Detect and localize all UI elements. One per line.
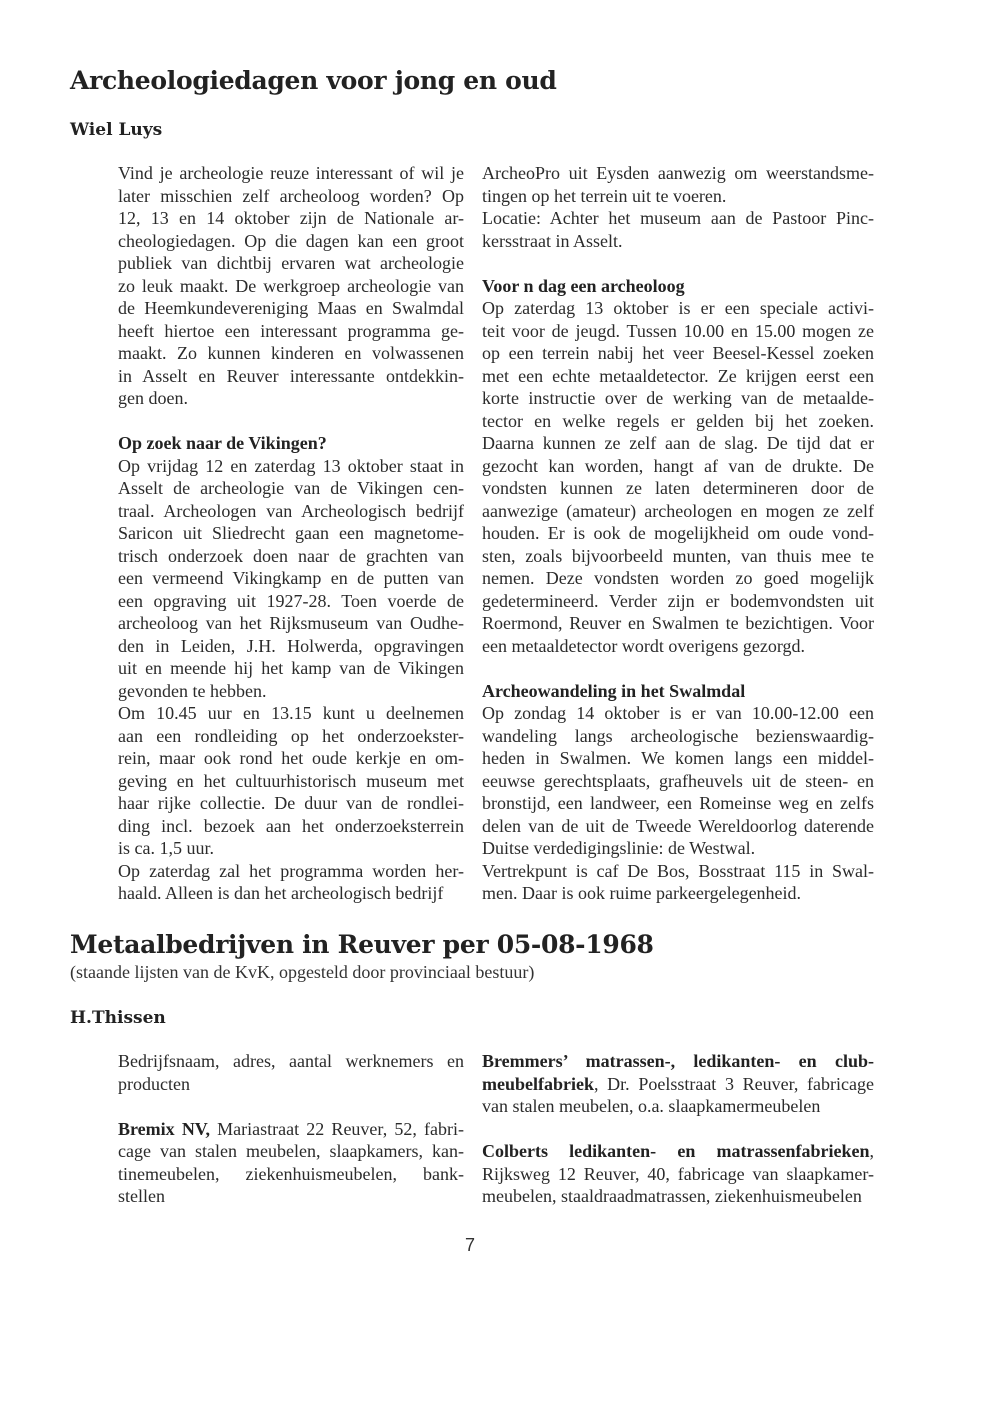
section-heading: Archeowandeling in het Swalmdal bbox=[482, 680, 746, 701]
paragraph-line: op een terrein nabij het veer Beesel-Kessel zoeken bbox=[482, 343, 874, 363]
article-author: H.Thissen bbox=[70, 1008, 166, 1028]
paragraph-line: aanwezige (amateur) archeologen en mogen ze zelf bbox=[482, 500, 874, 521]
paragraph-line: Roermond, Reuver en Swalmen te bezichtigen. Voor bbox=[482, 613, 874, 633]
article-author: Wiel Luys bbox=[70, 120, 163, 140]
paragraph-line: nemen. Deze vondsten worden zo goed mogelijk bbox=[482, 568, 874, 588]
company-list-left bbox=[118, 1050, 464, 1208]
paragraph-line: uit en meende hij het kamp van de Vikingen bbox=[118, 658, 464, 678]
article-subtitle: (staande lijsten van de KvK, opgesteld door provinciaal bestuur) bbox=[70, 962, 535, 982]
paragraph-line: gezocht kan worden, hangt af van de drukte. De bbox=[482, 455, 874, 476]
paragraph-line: kersstraat in Asselt. bbox=[482, 230, 623, 251]
paragraph-line: gevonden te hebben. bbox=[118, 680, 267, 701]
company-entry-line: cage van stalen meubelen, slaapkamers, kan- bbox=[118, 1141, 464, 1161]
company-details: , Dr. Poelsstraat 3 Reuver, fabricage bbox=[594, 1073, 874, 1094]
paragraph-line: bronstijd, een landweer, een Romeinse weg en zelfs bbox=[482, 793, 874, 813]
paragraph-line: trisch onderzoek doen naar de grachten van bbox=[118, 545, 464, 566]
paragraph-line: den in Leiden, J.H. Holwerda, opgravingen bbox=[118, 635, 464, 656]
paragraph-line: Vertrekpunt is caf De Bos, Bosstraat 115 in Swal- bbox=[482, 860, 874, 881]
paragraph-line: met een echte metaaldetector. Ze krijgen eerst een bbox=[482, 365, 874, 386]
paragraph-line: traal. Archeologen van Archeologisch bedrijf bbox=[118, 500, 464, 521]
article-left-column bbox=[118, 162, 464, 905]
paragraph-line: rein, maar ook rond het oude kerkje en om- bbox=[118, 748, 464, 768]
paragraph-line: zo leuk maakt. De werkgroep archeologie van bbox=[118, 275, 464, 296]
paragraph-line: sten, zoals bijvoorbeeld munten, van thuis mee te bbox=[482, 545, 874, 566]
paragraph-line: is ca. 1,5 uur. bbox=[118, 838, 214, 858]
company-details: Mariastraat 22 Reuver, 52, fabri- bbox=[210, 1118, 464, 1139]
paragraph-line: in Asselt en Reuver interessante ontdekkin- bbox=[118, 365, 464, 386]
paragraph-line: een metaaldetector wordt overigens gezorgd. bbox=[482, 635, 806, 656]
paragraph-line: cheologiedagen. Op die dagen kan een groot bbox=[118, 230, 464, 251]
paragraph-line: gen doen. bbox=[118, 388, 188, 408]
company-entry-line bbox=[482, 1140, 874, 1163]
paragraph-line: vondsten kunnen ze laten determineren door de bbox=[482, 478, 874, 498]
article-title: Archeologiedagen voor jong en oud bbox=[70, 66, 557, 95]
paragraph-line: publiek van dichtbij ervaren wat archeologie bbox=[118, 253, 464, 273]
company-list-right bbox=[482, 1050, 874, 1208]
company-name: Colberts ledikanten- en matrassenfabrieken bbox=[482, 1141, 870, 1161]
article-title: Metaalbedrijven in Reuver per 05-08-1968 bbox=[70, 930, 654, 959]
paragraph-line: heden in Swalmen. We komen langs een middel- bbox=[482, 748, 874, 768]
company-name: Bremix NV, bbox=[118, 1118, 210, 1139]
section-heading: Op zoek naar de Vikingen? bbox=[118, 433, 327, 453]
paragraph-line: delen van de uit de Tweede Wereldoorlog daterende bbox=[482, 815, 874, 836]
paragraph-line: de Heemkundevereniging Maas en Swalmdal bbox=[118, 298, 464, 318]
paragraph-line: tector en welke regels er gelden bij het zoeken. bbox=[482, 410, 874, 431]
paragraph-line: eeuwse gerechtsplaats, grafheuvels uit de steen- en bbox=[482, 770, 874, 791]
paragraph-line: teit voor de jeugd. Tussen 10.00 en 15.00 mogen ze bbox=[482, 320, 874, 341]
paragraph-line: Daarna kunnen ze zelf aan de slag. De tijd dat er bbox=[482, 433, 874, 453]
paragraph-line: Asselt de archeologie van de Vikingen cen- bbox=[118, 478, 464, 498]
paragraph-line: haar rijke collectie. De duur van de rondlei- bbox=[118, 793, 464, 813]
paragraph-line: Op zaterdag 13 oktober is er een speciale activi- bbox=[482, 298, 874, 318]
paragraph-line: een opgraving uit 1927-28. Toen voerde de bbox=[118, 590, 464, 611]
paragraph-line: een vermeend Vikingkamp en de putten van bbox=[118, 568, 464, 588]
company-name: Bremmers’ matrassen-, ledikanten- en club- bbox=[482, 1051, 874, 1071]
paragraph-line: Op vrijdag 12 en zaterdag 13 oktober staat in bbox=[118, 455, 464, 476]
paragraph-line: haald. Alleen is dan het archeologisch bedrijf bbox=[118, 883, 444, 903]
paragraph-line: Duitse verdedigingslinie: de Westwal. bbox=[482, 838, 756, 858]
paragraph-line: archeoloog van het Rijksmuseum van Oudhe- bbox=[118, 613, 464, 633]
paragraph-line: tingen op het terrein uit te voeren. bbox=[482, 185, 727, 206]
paragraph-line: heeft hiertoe een interessant programma ge- bbox=[118, 320, 464, 341]
article-right-column bbox=[482, 162, 874, 905]
company-entry-line: stellen bbox=[118, 1186, 165, 1206]
paragraph-line: Saricon uit Sliedrecht gaan een magnetome- bbox=[118, 523, 464, 543]
company-name: meubelfabriek bbox=[482, 1073, 594, 1094]
company-entry-line: van stalen meubelen, o.a. slaapkamermeubelen bbox=[482, 1096, 821, 1116]
paragraph-line: ding incl. bezoek aan het onderzoeksterrein bbox=[118, 815, 464, 836]
company-entry-line bbox=[482, 1073, 874, 1096]
paragraph-line: Om 10.45 uur en 13.15 kunt u deelnemen bbox=[118, 703, 464, 723]
intro-line: Bedrijfsnaam, adres, aantal werknemers en bbox=[118, 1051, 464, 1071]
intro-line: producten bbox=[118, 1073, 190, 1094]
company-entry-line: Rijksweg 12 Reuver, 40, fabricage van slaapkamer- bbox=[482, 1163, 874, 1184]
paragraph-line: men. Daar is ook ruime parkeergelegenheid. bbox=[482, 883, 802, 903]
paragraph-line: aan een rondleiding op het onderzoekster- bbox=[118, 725, 464, 746]
paragraph-line: Vind je archeologie reuze interessant of wil je bbox=[118, 163, 464, 183]
company-details: , bbox=[869, 1141, 874, 1161]
paragraph-line: Op zondag 14 oktober is er van 10.00-12.00 een bbox=[482, 703, 874, 723]
section-heading: Voor n dag een archeoloog bbox=[482, 275, 685, 296]
paragraph-line: geving en het cultuurhistorisch museum met bbox=[118, 770, 464, 791]
company-entry-line: tinemeubelen, ziekenhuismeubelen, bank- bbox=[118, 1163, 464, 1184]
paragraph-line: korte instructie over de werking van de metaalde- bbox=[482, 388, 874, 408]
company-entry-line bbox=[118, 1118, 464, 1141]
paragraph-line: ArcheoPro uit Eysden aanwezig om weerstandsme- bbox=[482, 163, 874, 183]
paragraph-line: maakt. Zo kunnen kinderen en volwassenen bbox=[118, 343, 464, 363]
paragraph-line: 12, 13 en 14 oktober zijn de Nationale ar- bbox=[118, 208, 464, 228]
page-number: 7 bbox=[465, 1235, 476, 1255]
paragraph-line: gedetermineerd. Verder zijn er bodemvondsten uit bbox=[482, 590, 874, 611]
paragraph-line: wandeling langs archeologische bezienswaardig- bbox=[482, 725, 874, 746]
company-entry-line: meubelen, staaldraadmatrassen, ziekenhuismeubelen bbox=[482, 1186, 862, 1206]
paragraph-line: Op zaterdag zal het programma worden her- bbox=[118, 860, 464, 881]
paragraph-line: later misschien zelf archeoloog worden? Op bbox=[118, 185, 464, 206]
paragraph-line: Locatie: Achter het museum aan de Pastoor Pinc- bbox=[482, 208, 874, 228]
paragraph-line: houden. Er is ook de mogelijkheid om oude vond- bbox=[482, 523, 874, 543]
